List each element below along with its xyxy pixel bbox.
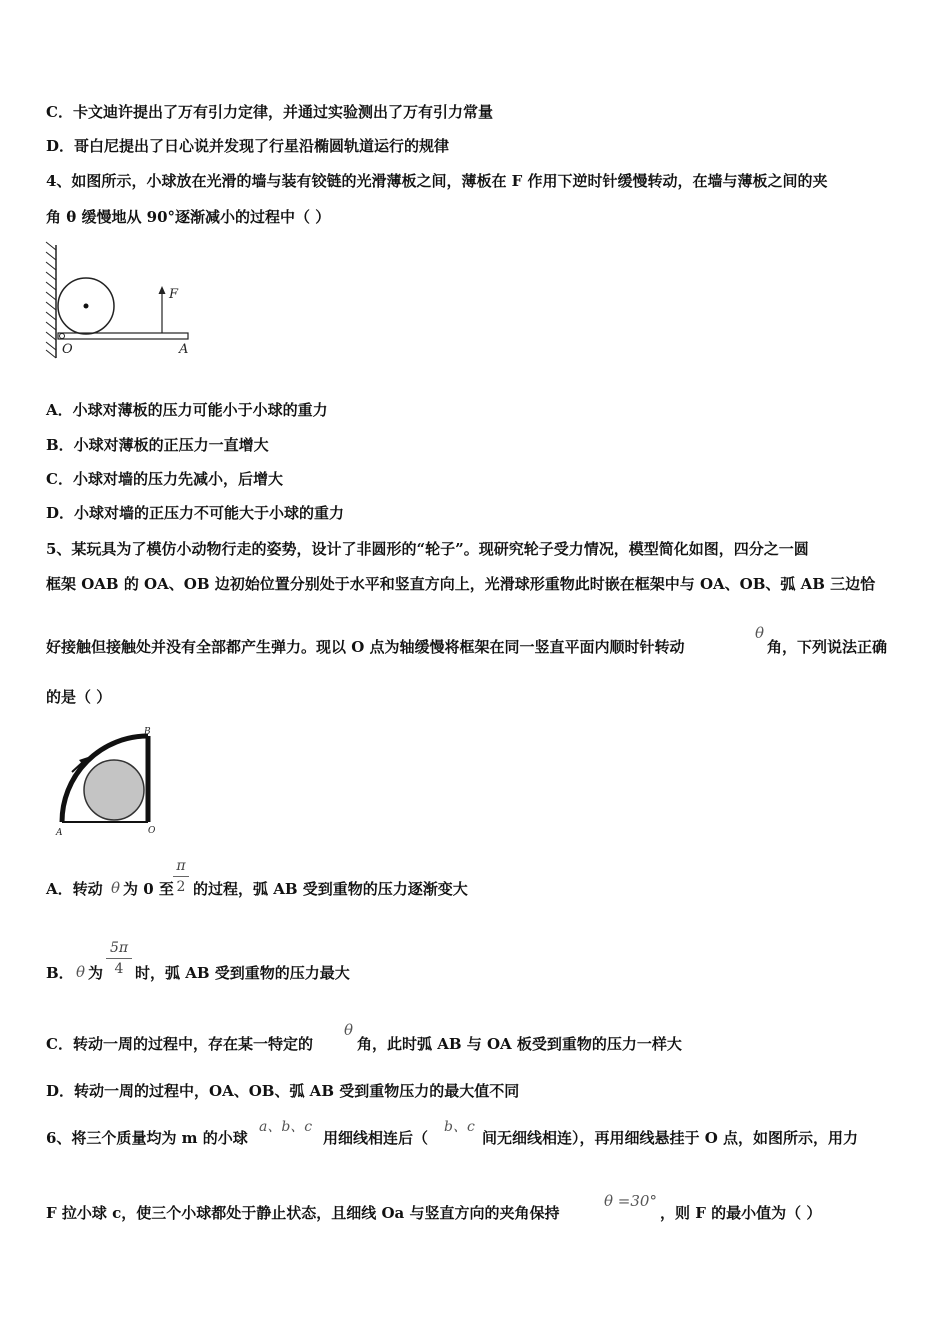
q5-option-b-fraction [106, 940, 132, 977]
force-label: F [169, 287, 179, 302]
q4-stem-line2: 角 θ 缓慢地从 90°逐渐减小的过程中（ ） [46, 208, 331, 226]
q5-option-b-pre: B． [46, 964, 74, 982]
pivot-label: O [62, 342, 73, 357]
force-arrow-head-icon [159, 286, 166, 294]
q4-figure [40, 240, 210, 365]
q6-stem-pre: 6、将三个质量均为 m 的小球 [46, 1129, 248, 1147]
q5-figure [52, 724, 162, 839]
q4-option-a: A．小球对薄板的压力可能小于小球的重力 [46, 401, 328, 419]
q5-option-a-theta: θ [111, 879, 121, 897]
q5-option-b-post: 时，弧 AB 受到重物的压力最大 [135, 964, 350, 982]
q5-option-a-pre: A．转动 [46, 880, 103, 898]
ball-center-dot [84, 304, 89, 309]
q5-stem-line2: 框架 OAB 的 OA、OB 边初始位置分别处于水平和竖直方向上，光滑球形重物此时嵌在框架中与 OA、OB、弧 AB 三边恰 [46, 575, 876, 593]
q5-option-a-mid: 为 0 至 [123, 880, 174, 898]
q4-option-c: C．小球对墙的压力先减小，后增大 [46, 470, 283, 488]
fraction-numerator: 5π [109, 940, 129, 956]
q5-option-b-mid: 为 [88, 964, 104, 982]
q5-option-a-fraction [173, 858, 189, 895]
q5-option-d: D．转动一周的过程中，OA、OB、弧 AB 受到重物压力的最大值不同 [46, 1082, 520, 1100]
q5-option-c-pre: C．转动一周的过程中，存在某一特定的 [46, 1035, 313, 1053]
q3-option-d: D．哥白尼提出了日心说并发现了行星沿椭圆轨道运行的规律 [46, 137, 450, 155]
q6-angle-value: θ =30° [604, 1192, 657, 1210]
end-label: A [179, 342, 189, 357]
fraction-denominator: 2 [176, 879, 186, 895]
q5-theta-symbol: θ [755, 624, 765, 642]
weight-ball [84, 760, 144, 820]
q6-stem-line2a: F 拉小球 c，使三个小球都处于静止状态，且细线 Oa 与竖直方向的夹角保持 [46, 1204, 560, 1222]
q6-bc-symbols: b、c [444, 1119, 475, 1135]
q6-stem-line2b: ，则 F 的最小值为（ ） [660, 1204, 822, 1222]
q6-stem-mid2: 间无细线相连），再用细线悬挂于 O 点，如图所示，用力 [482, 1129, 859, 1147]
q5-option-b-theta: θ [76, 963, 86, 981]
q5-stem-line3b: 角，下列说法正确 [767, 638, 888, 656]
fraction-numerator: π [176, 858, 186, 874]
label-b: B [144, 727, 151, 737]
q4-option-b: B．小球对薄板的正压力一直增大 [46, 436, 269, 454]
q3-option-c: C．卡文迪许提出了万有引力定律，并通过实验测出了万有引力常量 [46, 103, 493, 121]
q5-option-c-post: 角，此时弧 AB 与 OA 板受到重物的压力一样大 [357, 1035, 682, 1053]
q6-balls-symbols: a、b、c [259, 1119, 313, 1135]
wall-hatching [46, 242, 56, 358]
q5-option-a-post: 的过程，弧 AB 受到重物的压力逐渐变大 [193, 880, 468, 898]
hinge-icon [60, 334, 65, 339]
q6-stem-mid1: 用细线相连后（ [323, 1129, 429, 1147]
q5-stem-line1: 5、某玩具为了模仿小动物行走的姿势，设计了非圆形的“轮子”。现研究轮子受力情况，模型简化如图，四分之一圆 [46, 540, 809, 558]
q5-option-c-theta: θ [344, 1021, 354, 1039]
q5-stem-line4: 的是（ ） [46, 688, 112, 706]
label-o: O [148, 826, 156, 836]
board-rect [58, 333, 188, 339]
q4-option-d: D．小球对墙的正压力不可能大于小球的重力 [46, 504, 345, 522]
q5-stem-line3a: 好接触但接触处并没有全部都产生弹力。现以 O 点为轴缓慢将框架在同一竖直平面内顺时针转动 [46, 638, 685, 656]
fraction-denominator: 4 [114, 961, 124, 977]
q4-stem-line1: 4、如图所示，小球放在光滑的墙与装有铰链的光滑薄板之间，薄板在 F 作用下逆时针缓慢转动，在墙与薄板之间的夹 [46, 172, 828, 190]
label-a: A [56, 828, 63, 838]
